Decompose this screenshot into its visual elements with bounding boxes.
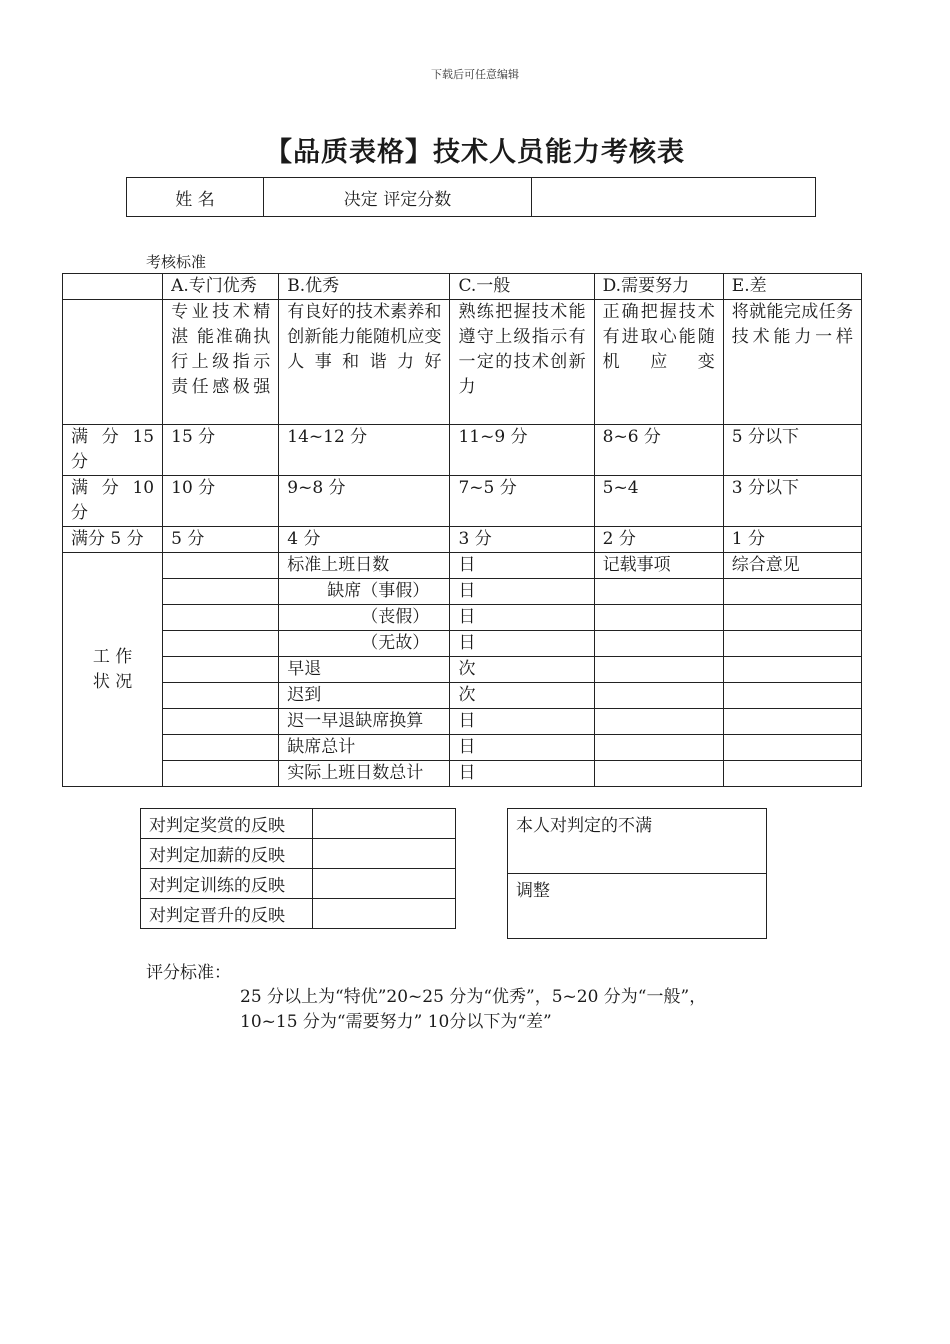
status-notes-cell[interactable] bbox=[594, 683, 723, 709]
header-note: 下载后可任意编辑 bbox=[431, 68, 519, 81]
status-unit: 日 bbox=[450, 709, 594, 735]
score-cell: 15 分 bbox=[163, 425, 279, 476]
score-cell: 5 分 bbox=[163, 527, 279, 553]
reflection-value-cell[interactable] bbox=[313, 839, 456, 869]
score-cell: 4 分 bbox=[279, 527, 450, 553]
status-item: （无故） bbox=[279, 631, 450, 657]
status-notes-cell[interactable] bbox=[594, 709, 723, 735]
page-title: 【品质表格】技术人员能力考核表 bbox=[265, 137, 685, 168]
scoring-standard-line-1: 25 分以上为“特优”20~25 分为“优秀”，5~20 分为“一般”， bbox=[240, 987, 707, 1007]
criteria-table bbox=[62, 273, 862, 787]
status-notes-cell[interactable] bbox=[594, 735, 723, 761]
reflection-value-cell[interactable] bbox=[313, 869, 456, 899]
status-item: 早退 bbox=[279, 657, 450, 683]
score-row-label: 满 分 10 分 bbox=[63, 476, 163, 527]
score-cell: 3 分以下 bbox=[723, 476, 861, 527]
criteria-caption: 考核标准 bbox=[146, 253, 207, 271]
reflection-table bbox=[140, 808, 456, 929]
status-item: 缺席（事假） bbox=[279, 579, 450, 605]
grade-label: D.需要努力 bbox=[594, 274, 723, 300]
status-blank-cell[interactable] bbox=[163, 657, 279, 683]
status-opinion-cell[interactable] bbox=[723, 709, 861, 735]
grade-desc: 将就能完成任务 技术能力一样 bbox=[723, 300, 861, 425]
status-notes-cell[interactable] bbox=[594, 605, 723, 631]
grade-label: C.一般 bbox=[450, 274, 594, 300]
score-cell: 11~9 分 bbox=[450, 425, 594, 476]
status-unit: 次 bbox=[450, 657, 594, 683]
score-cell: 9~8 分 bbox=[279, 476, 450, 527]
status-unit: 日 bbox=[450, 605, 594, 631]
score-cell: 10 分 bbox=[163, 476, 279, 527]
status-blank-cell[interactable] bbox=[163, 709, 279, 735]
score-cell: 1 分 bbox=[723, 527, 861, 553]
status-notes-cell[interactable] bbox=[594, 657, 723, 683]
reflection-label: 对判定晋升的反映 bbox=[141, 899, 313, 929]
status-item: 标准上班日数 bbox=[279, 553, 450, 579]
status-unit: 日 bbox=[450, 553, 594, 579]
reflection-value-cell[interactable] bbox=[313, 899, 456, 929]
status-notes-cell[interactable] bbox=[594, 579, 723, 605]
status-opinion-cell[interactable] bbox=[723, 761, 861, 787]
reflection-label: 对判定奖赏的反映 bbox=[141, 809, 313, 839]
status-opinion-cell[interactable] bbox=[723, 735, 861, 761]
score-cell: 2 分 bbox=[594, 527, 723, 553]
scoring-standard-line-2: 10~15 分为“需要努力” 10分以下为“差” bbox=[240, 1012, 552, 1032]
scoring-standard-label: 评分标准： bbox=[146, 963, 231, 983]
status-unit: 日 bbox=[450, 631, 594, 657]
grade-label: E.差 bbox=[723, 274, 861, 300]
grade-desc: 专业技术精湛 能准确执行上级指示责任感极强 bbox=[163, 300, 279, 425]
reflection-label: 对判定加薪的反映 bbox=[141, 839, 313, 869]
status-unit: 次 bbox=[450, 683, 594, 709]
score-cell: 8~6 分 bbox=[594, 425, 723, 476]
status-opinion-cell[interactable] bbox=[723, 657, 861, 683]
status-notes-header: 记载事项 bbox=[594, 553, 723, 579]
adjustment-cell[interactable]: 调整 bbox=[508, 874, 767, 939]
score-row-label: 满 分 15 分 bbox=[63, 425, 163, 476]
status-notes-cell[interactable] bbox=[594, 631, 723, 657]
name-label: 姓 名 bbox=[127, 178, 264, 217]
status-item: 缺席总计 bbox=[279, 735, 450, 761]
corner-cell bbox=[63, 274, 163, 300]
grade-label: B.优秀 bbox=[279, 274, 450, 300]
status-blank-cell[interactable] bbox=[163, 631, 279, 657]
status-opinion-cell[interactable] bbox=[723, 631, 861, 657]
status-opinion-cell[interactable] bbox=[723, 683, 861, 709]
score-cell: 5~4 bbox=[594, 476, 723, 527]
status-notes-cell[interactable] bbox=[594, 761, 723, 787]
status-item: 迟一早退缺席换算 bbox=[279, 709, 450, 735]
score-row-label: 满分 5 分 bbox=[63, 527, 163, 553]
status-unit: 日 bbox=[450, 579, 594, 605]
dissatisfaction-cell[interactable]: 本人对判定的不满 bbox=[508, 809, 767, 874]
status-opinion-header: 综合意见 bbox=[723, 553, 861, 579]
status-blank-cell[interactable] bbox=[163, 683, 279, 709]
score-label: 决定 评定分数 bbox=[264, 178, 532, 217]
status-blank-cell[interactable] bbox=[163, 605, 279, 631]
status-opinion-cell[interactable] bbox=[723, 605, 861, 631]
status-blank-cell[interactable] bbox=[163, 579, 279, 605]
status-blank-cell[interactable] bbox=[163, 553, 279, 579]
dissatisfaction-table bbox=[507, 808, 767, 939]
status-item: （丧假） bbox=[279, 605, 450, 631]
score-cell: 7~5 分 bbox=[450, 476, 594, 527]
reflection-value-cell[interactable] bbox=[313, 809, 456, 839]
work-status-label: 工 作 状 况 bbox=[63, 553, 163, 787]
status-blank-cell[interactable] bbox=[163, 761, 279, 787]
status-item: 迟到 bbox=[279, 683, 450, 709]
desc-corner-cell bbox=[63, 300, 163, 425]
status-opinion-cell[interactable] bbox=[723, 579, 861, 605]
score-cell: 3 分 bbox=[450, 527, 594, 553]
status-unit: 日 bbox=[450, 735, 594, 761]
status-unit: 日 bbox=[450, 761, 594, 787]
score-value-cell[interactable] bbox=[532, 178, 816, 217]
grade-desc: 有良好的技术素养和创新能力能随机应变人事和谐力好 bbox=[279, 300, 450, 425]
score-cell: 14~12 分 bbox=[279, 425, 450, 476]
status-item: 实际上班日数总计 bbox=[279, 761, 450, 787]
grade-desc: 正确把握技术 有进取心能随机应变 bbox=[594, 300, 723, 425]
status-blank-cell[interactable] bbox=[163, 735, 279, 761]
score-cell: 5 分以下 bbox=[723, 425, 861, 476]
grade-label: A.专门优秀 bbox=[163, 274, 279, 300]
name-score-table bbox=[126, 177, 816, 217]
reflection-label: 对判定训练的反映 bbox=[141, 869, 313, 899]
grade-desc: 熟练把握技术能遵守上级指示有一定的技术创新力 bbox=[450, 300, 594, 425]
